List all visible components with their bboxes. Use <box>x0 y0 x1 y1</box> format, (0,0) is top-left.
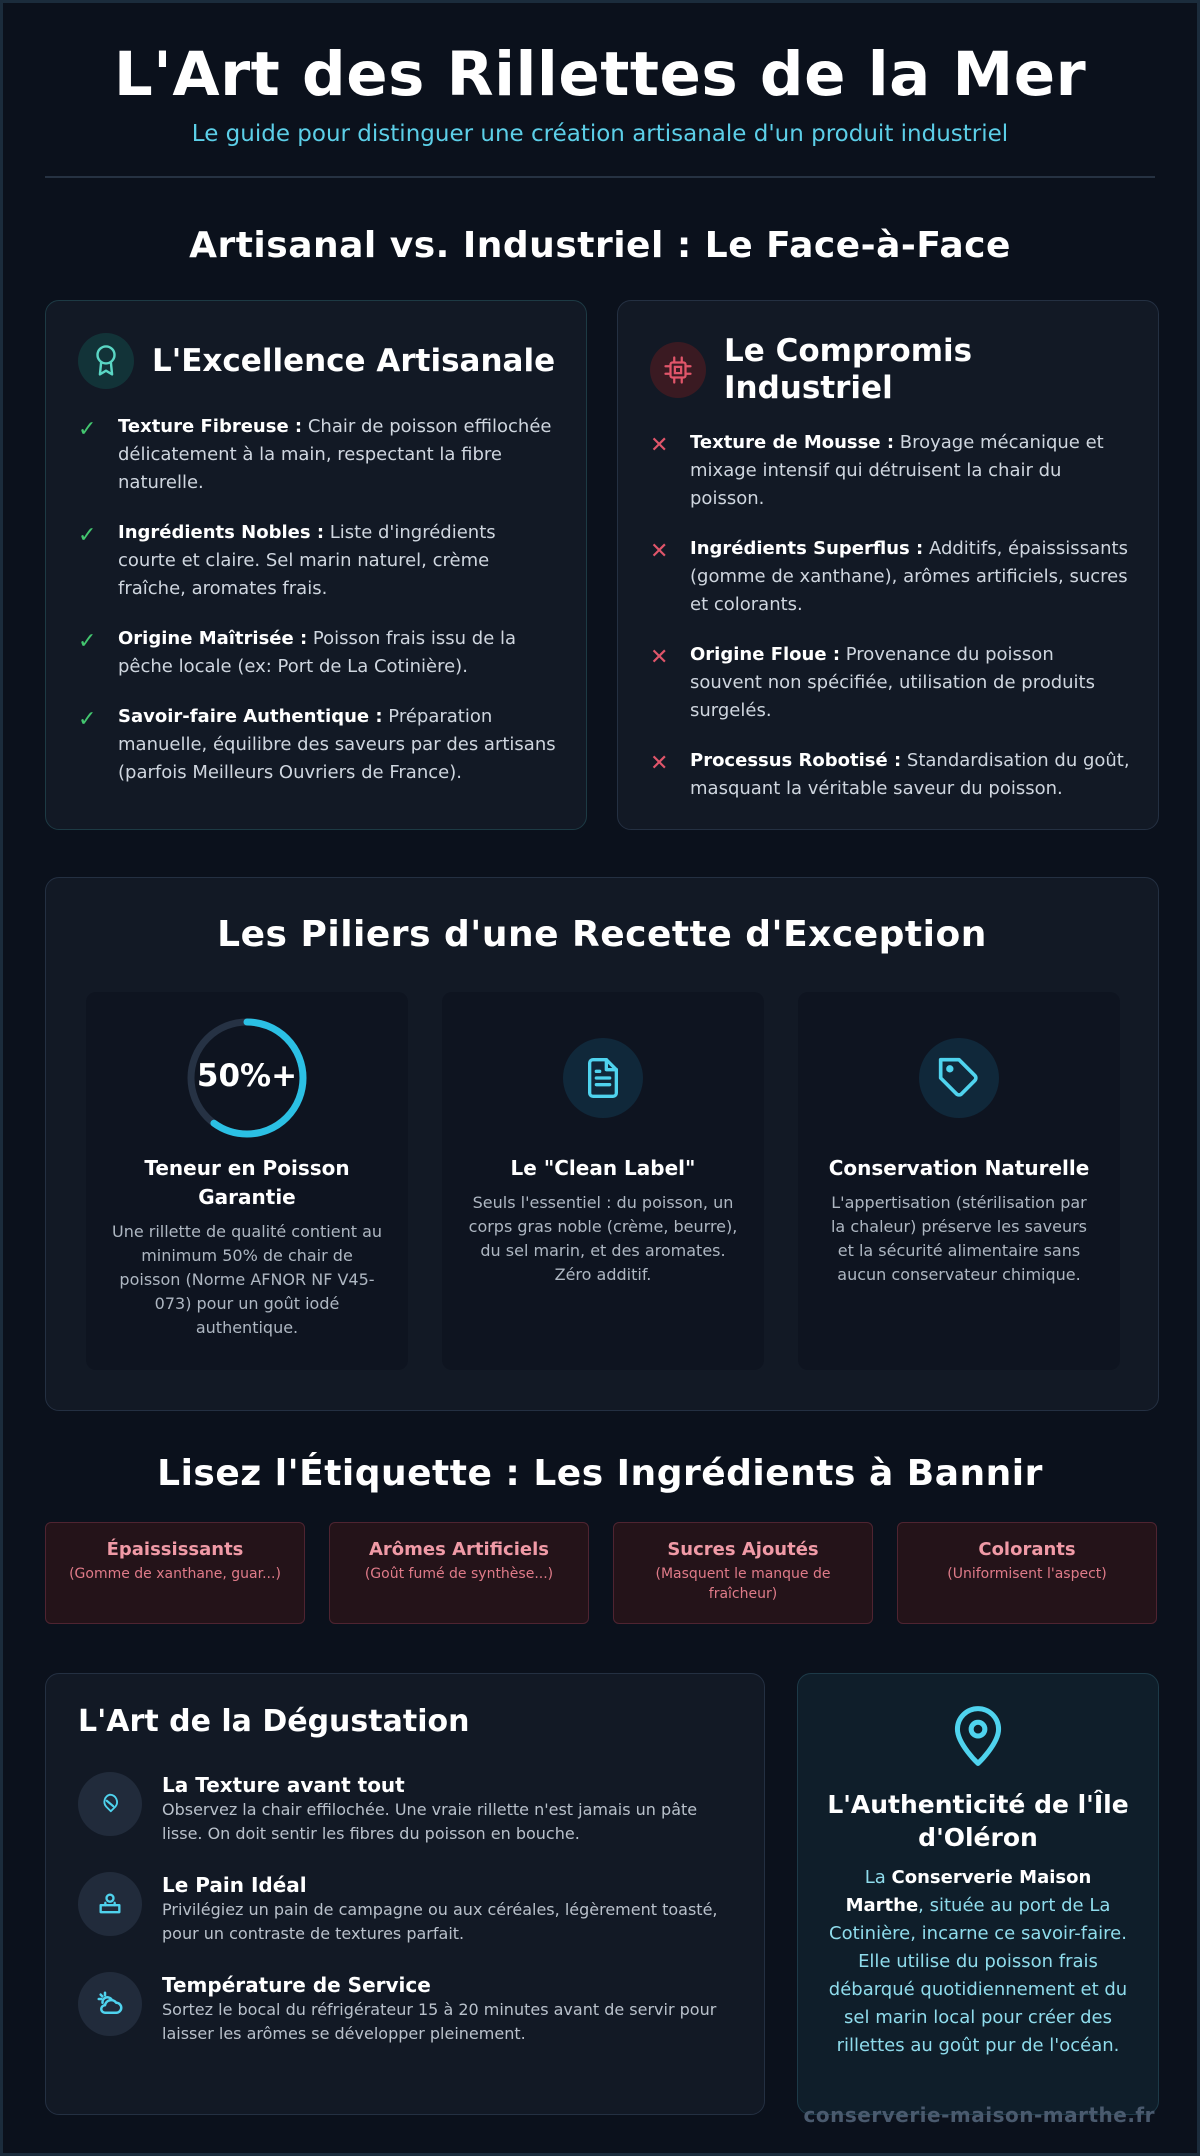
list-item <box>78 519 558 603</box>
banned-item-sub: (Gomme de xanthane, guar...) <box>69 1566 281 1582</box>
industrial-card-header <box>650 333 1134 407</box>
cross-icon: ✕ <box>650 433 669 458</box>
industrial-card-title: Le Compromis Industriel <box>724 333 973 406</box>
banned-item-sub: (Goût fumé de synthèse...) <box>364 1566 554 1582</box>
item-label: Texture Fibreuse : <box>118 416 303 437</box>
list-item <box>650 747 1130 803</box>
check-icon: ✓ <box>78 417 97 442</box>
banned-item-sub: (Uniformisent l'aspect) <box>947 1566 1107 1582</box>
item-text: Broyage mécanique et mixage intensif qui détruisent la chair du poisson. <box>690 432 1104 509</box>
check-icon: ✓ <box>78 523 97 548</box>
page-header <box>3 3 1197 147</box>
brand-name: Conserverie Maison Marthe <box>845 1867 1092 1916</box>
item-label: Ingrédients Superflus : <box>690 538 924 559</box>
item-label: Origine Floue : <box>690 644 841 665</box>
list-item <box>650 641 1130 725</box>
tip-text: Sortez le bocal du réfrigérateur 15 à 20 minutes avant de servir pour laisser les arômes se développer pleinement. <box>162 2000 717 2043</box>
pillars-title: Les Piliers d'une Recette d'Exception <box>217 914 987 955</box>
item-label: Origine Maîtrisée : <box>118 628 308 649</box>
tip-text: Observez la chair effilochée. Une vraie rillette n'est jamais un pâte lisse. On doit sentir les fibres du poisson en bouche. <box>162 1800 698 1843</box>
pillar-conservation <box>798 992 1120 1370</box>
tasting-tip <box>78 1772 734 1846</box>
authenticity-text: La Conserverie Maison Marthe, située au port de La Cotinière, incarne ce savoir-faire. Elle utilise du poisson frais débarqué quotidiennement et du sel marin local pour créer des rillettes au goût pur de l'océan. <box>828 1867 1128 2056</box>
authenticity-card <box>797 1673 1159 2115</box>
banned-item-sub: (Masquent le manque de fraîcheur) <box>655 1566 831 1602</box>
comparison-title: Artisanal vs. Industriel : Le Face-à-Face <box>189 225 1011 266</box>
industrial-list <box>650 429 1130 825</box>
map-pin-icon <box>798 1704 1158 1772</box>
artisanal-card <box>45 300 587 830</box>
list-item <box>78 703 558 787</box>
industrial-card <box>617 300 1159 830</box>
pillar-desc: L'appertisation (stérilisation par la chaleur) préserve les saveurs et la sécurité alimentaire sans aucun conservateur chimique. <box>830 1193 1087 1284</box>
banned-title: Lisez l'Étiquette : Les Ingrédients à Bannir <box>157 1453 1043 1494</box>
item-text: Provenance du poisson souvent non spécifiée, utilisation de produits surgelés. <box>690 644 1095 721</box>
tip-text: Privilégiez un pain de campagne ou aux céréales, légèrement toasté, pour un contraste de textures parfait. <box>162 1900 718 1943</box>
ring-value: 50%+ <box>196 1058 298 1094</box>
tag-icon <box>919 1038 999 1118</box>
tasting-card <box>45 1673 765 2115</box>
award-icon <box>78 333 134 389</box>
list-item <box>78 413 558 497</box>
item-text: Poisson frais issu de la pêche locale (ex: Port de La Cotinière). <box>118 628 517 677</box>
cross-icon: ✕ <box>650 751 669 776</box>
pillar-desc: Seuls l'essentiel : du poisson, un corps gras noble (crème, beurre), du sel marin, et des aromates. Zéro additif. <box>468 1193 738 1284</box>
banned-item <box>45 1522 305 1624</box>
page-subtitle: Le guide pour distinguer une création artisanale d'un produit industriel <box>191 121 1009 147</box>
fiber-icon <box>78 1772 142 1836</box>
check-icon: ✓ <box>78 707 97 732</box>
banned-item-title: Sucres Ajoutés <box>667 1539 819 1560</box>
banned-item <box>329 1522 589 1624</box>
pillar-fish-content <box>86 992 408 1370</box>
footer-website[interactable]: conserverie-maison-marthe.fr <box>803 2103 1155 2127</box>
banned-item-title: Colorants <box>978 1539 1076 1560</box>
pillar-title: Teneur en Poisson Garantie <box>144 1156 350 1209</box>
list-item <box>650 535 1130 619</box>
page-title: L'Art des Rillettes de la Mer <box>113 39 1087 110</box>
tip-title: Le Pain Idéal <box>162 1873 307 1897</box>
pillar-title: Le "Clean Label" <box>510 1156 696 1180</box>
tasting-tip <box>78 1972 734 2046</box>
tasting-tip <box>78 1872 734 1946</box>
authenticity-title: L'Authenticité de l'Île d'Oléron <box>827 1790 1129 1852</box>
tip-title: Température de Service <box>162 1973 431 1997</box>
item-text: Standardisation du goût, masquant la véritable saveur du poisson. <box>690 750 1130 799</box>
header-divider <box>45 176 1155 178</box>
progress-ring <box>185 1016 309 1140</box>
item-label: Ingrédients Nobles : <box>118 522 325 543</box>
pillar-clean-label <box>442 992 764 1370</box>
bread-icon <box>78 1872 142 1936</box>
banned-item-title: Épaississants <box>106 1539 244 1560</box>
sun-cloud-icon <box>78 1972 142 2036</box>
tip-title: La Texture avant tout <box>162 1773 405 1797</box>
banned-item-title: Arômes Artificiels <box>369 1539 549 1560</box>
tasting-title: L'Art de la Dégustation <box>78 1704 470 1739</box>
cross-icon: ✕ <box>650 645 669 670</box>
item-text: Chair de poisson effilochée délicatement à la main, respectant la fibre naturelle. <box>118 416 552 493</box>
pillars-section <box>45 877 1159 1411</box>
list-item <box>650 429 1130 513</box>
cross-icon: ✕ <box>650 539 669 564</box>
banned-item <box>613 1522 873 1624</box>
banned-item <box>897 1522 1157 1624</box>
item-text: Liste d'ingrédients courte et claire. Sel marin naturel, crème fraîche, aromates frais. <box>118 522 496 599</box>
item-label: Texture de Mousse : <box>690 432 895 453</box>
item-label: Processus Robotisé : <box>690 750 902 771</box>
list-item <box>78 625 558 681</box>
document-icon <box>563 1038 643 1118</box>
artisanal-list <box>78 413 558 809</box>
artisanal-card-header <box>78 333 562 389</box>
cpu-chip-icon <box>650 342 706 398</box>
item-text: Additifs, épaississants (gomme de xanthane), arômes artificiels, sucres et colorants. <box>690 538 1128 615</box>
artisanal-card-title: L'Excellence Artisanale <box>152 342 556 379</box>
item-label: Savoir-faire Authentique : <box>118 706 383 727</box>
pillar-title: Conservation Naturelle <box>828 1156 1090 1180</box>
check-icon: ✓ <box>78 629 97 654</box>
pillar-desc: Une rillette de qualité contient au minimum 50% de chair de poisson (Norme AFNOR NF V45-073) pour un goût iodé authentique. <box>111 1222 383 1337</box>
item-text: Préparation manuelle, équilibre des saveurs par des artisans (parfois Meilleurs Ouvriers de France). <box>118 706 556 783</box>
